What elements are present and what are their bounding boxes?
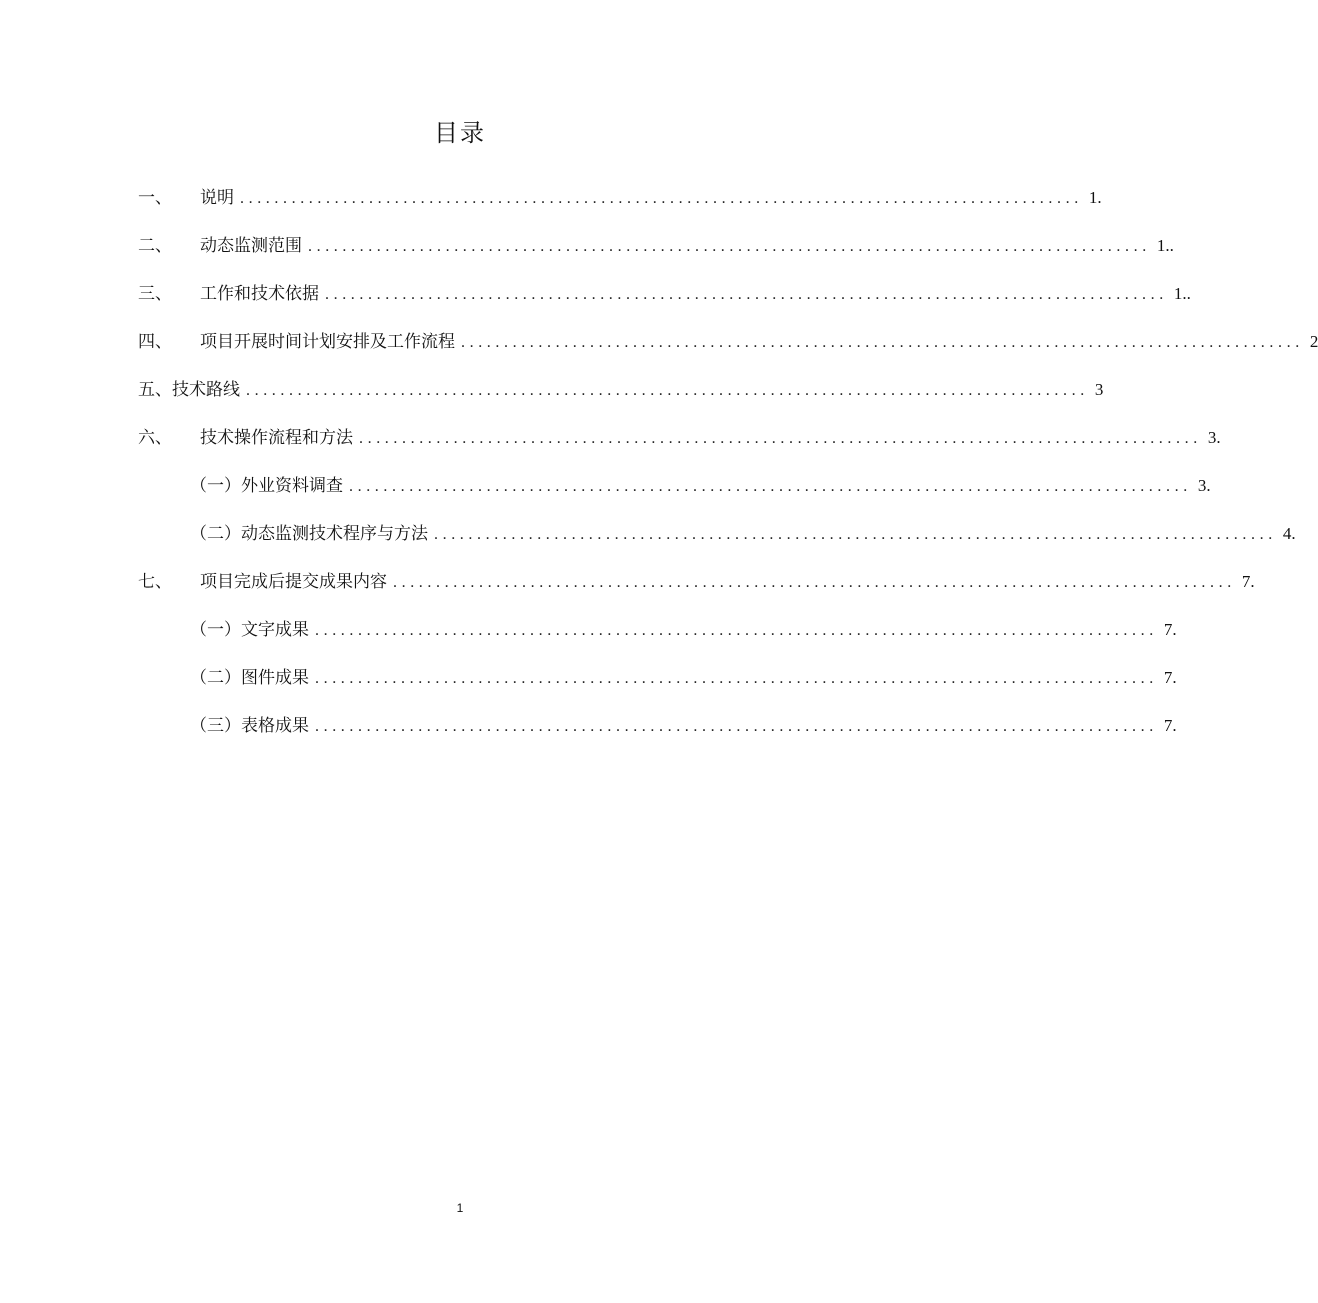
toc-entry-label: 技术操作流程和方法: [200, 428, 353, 448]
toc-subentry[interactable]: [190, 472, 1211, 500]
toc-entry-label: 项目开展时间计划安排及工作流程: [200, 332, 455, 352]
toc-entry-label: 图件成果: [241, 668, 309, 688]
toc-dot-leader: ..................................................................................................: [308, 238, 1151, 255]
toc-entry[interactable]: [138, 568, 1255, 596]
toc-title: 目录: [434, 119, 486, 147]
toc-entry-label: 外业资料调查: [241, 476, 343, 496]
toc-entry-page: 7.: [1163, 620, 1177, 639]
toc-dot-leader: ..................................................................................................: [315, 718, 1158, 735]
toc-entry-number: 五、: [138, 380, 172, 400]
toc-subentry[interactable]: [190, 520, 1296, 548]
toc-entry-label: 工作和技术依据: [200, 284, 319, 304]
toc-entry-number: 四、: [138, 332, 172, 352]
toc-entry[interactable]: [138, 424, 1221, 452]
toc-entry-page: 1.: [1088, 188, 1102, 207]
toc-dot-leader: ..................................................................................................: [393, 574, 1236, 591]
toc-entry[interactable]: [138, 184, 1102, 212]
toc-entry-number: （二）: [190, 668, 241, 688]
toc-entry-page: 1..: [1156, 236, 1174, 255]
page-number: 1: [456, 1201, 464, 1215]
toc-entry-number: （二）: [190, 524, 241, 544]
toc-subentry[interactable]: [190, 616, 1177, 644]
toc-subentry[interactable]: [190, 664, 1177, 692]
toc-dot-leader: ..................................................................................................: [461, 334, 1304, 351]
toc-dot-leader: ..................................................................................................: [315, 670, 1158, 687]
toc-entry-label: 表格成果: [241, 716, 309, 736]
toc-entry[interactable]: [138, 376, 1104, 404]
toc-dot-leader: ..................................................................................................: [359, 430, 1202, 447]
toc-entry-number: 七、: [138, 572, 172, 592]
toc-entry-label: 文字成果: [241, 620, 309, 640]
toc-entry-number: （一）: [190, 620, 241, 640]
toc-entry-label: 动态监测范围: [200, 236, 302, 256]
toc-entry-page: 7.: [1163, 668, 1177, 687]
toc-entry-number: 三、: [138, 284, 172, 304]
toc-dot-leader: ..................................................................................................: [315, 622, 1158, 639]
toc-entry-label: 项目完成后提交成果内容: [200, 572, 387, 592]
toc-dot-leader: ..................................................................................................: [434, 526, 1277, 543]
toc-entry-page: 3.: [1207, 428, 1221, 447]
toc-entry-page: 1..: [1173, 284, 1191, 303]
toc-entry-page: 7.: [1241, 572, 1255, 591]
toc-dot-leader: ..................................................................................................: [246, 382, 1089, 399]
toc-dot-leader: ..................................................................................................: [240, 190, 1083, 207]
toc-entry-label: 说明: [200, 188, 234, 208]
toc-entry[interactable]: [138, 280, 1191, 308]
toc-entry-label: 动态监测技术程序与方法: [241, 524, 428, 544]
toc-entry-number: （一）: [190, 476, 241, 496]
toc-entry-number: 六、: [138, 428, 172, 448]
toc-entry-page: 3: [1094, 380, 1104, 399]
toc-entry-number: 二、: [138, 236, 172, 256]
toc-entry[interactable]: [138, 232, 1174, 260]
toc-entry-page: 7.: [1163, 716, 1177, 735]
toc-entry-page: 2: [1309, 332, 1318, 351]
toc-dot-leader: ..................................................................................................: [325, 286, 1168, 303]
toc-entry-page: 3.: [1197, 476, 1211, 495]
toc-dot-leader: ..................................................................................................: [349, 478, 1192, 495]
toc-entry[interactable]: [138, 328, 1318, 356]
toc-entry-number: 一、: [138, 188, 172, 208]
toc-subentry[interactable]: [190, 712, 1177, 740]
toc-entry-number: （三）: [190, 716, 241, 736]
toc-entry-page: 4.: [1282, 524, 1296, 543]
toc-entry-label: 技术路线: [172, 380, 240, 400]
